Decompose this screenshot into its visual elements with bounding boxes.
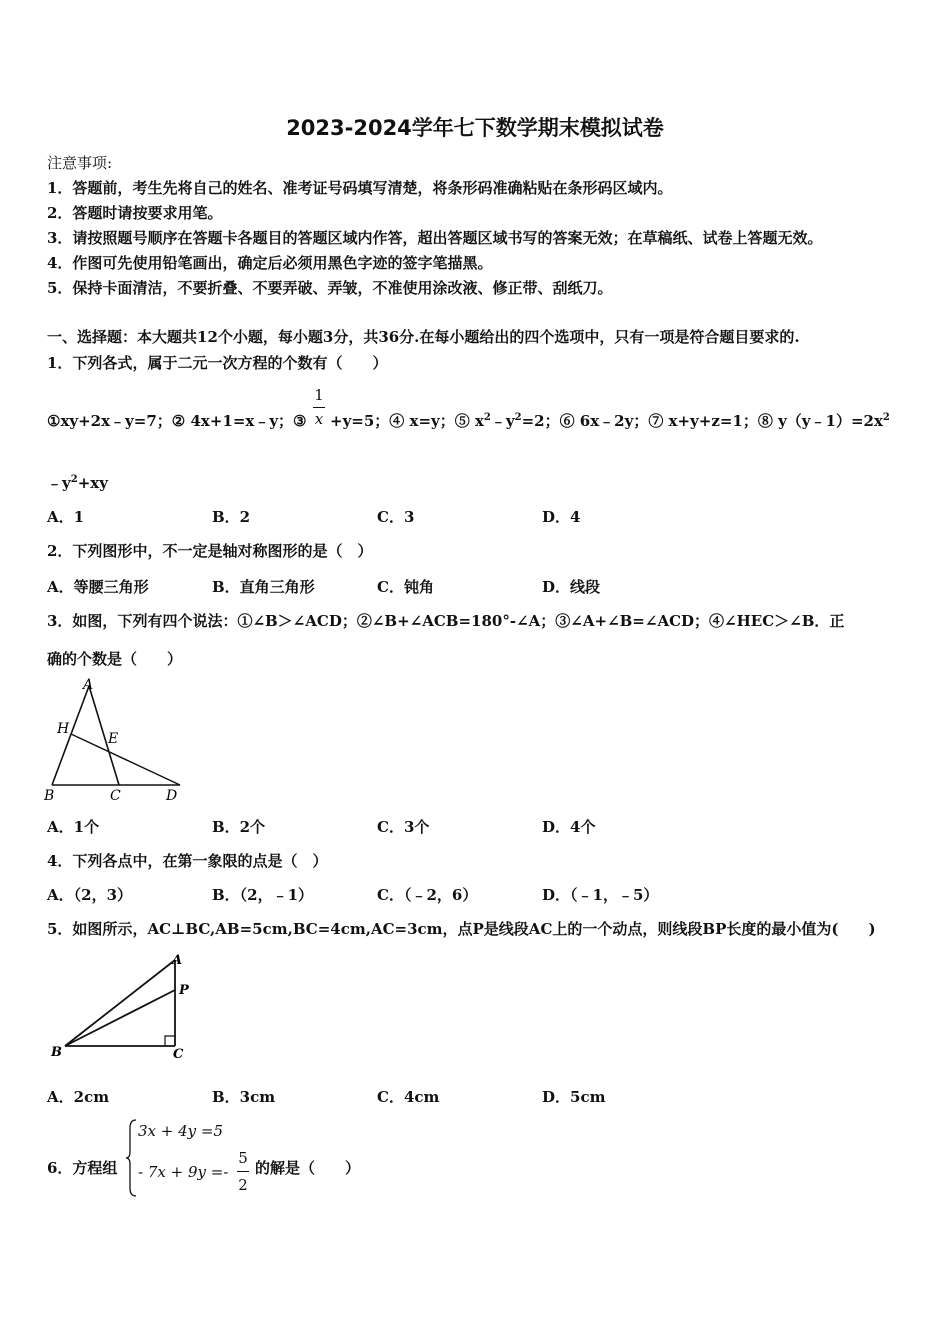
q4-stem: 4．下列各点中，在第一象限的点是（ ） bbox=[47, 852, 328, 870]
q1-stem: 1．下列各式，属于二元一次方程的个数有（ ） bbox=[47, 354, 388, 372]
notice-item-5: 5．保持卡面清洁，不要折叠、不要弄破、弄皱，不准使用涂改液、修正带、刮纸刀。 bbox=[47, 279, 613, 297]
q3-option-d[interactable]: D．4个 bbox=[542, 818, 596, 836]
q3-label-d: D bbox=[166, 788, 178, 804]
q1-expression-part-b bbox=[330, 410, 890, 431]
q3-triangle-figure bbox=[40, 674, 190, 804]
q1-line2-a: ﹣y bbox=[47, 474, 71, 492]
q6-fraction-bar bbox=[237, 1171, 249, 1172]
notice-item-2: 2．答题时请按要求用笔。 bbox=[47, 204, 223, 222]
q1-line2-b: +xy bbox=[77, 474, 108, 492]
q1-text-d: =2；⑥ 6x﹣2y；⑦ x+y+z=1；⑧ y（y﹣1）=2x bbox=[521, 412, 883, 430]
q5-triangle-figure bbox=[45, 948, 205, 1068]
q4-option-c[interactable]: C．（﹣2，6） bbox=[377, 886, 478, 904]
q3-label-h: H bbox=[57, 721, 70, 737]
section-heading: 一、选择题：本大题共12个小题，每小题3分，共36分.在每小题给出的四个选项中，只有一项是符合题目要求的. bbox=[47, 328, 800, 346]
q5-line-bp bbox=[65, 990, 175, 1046]
q6-brace-path bbox=[126, 1120, 136, 1196]
q6-brace bbox=[124, 1118, 138, 1198]
q1-option-c[interactable]: C．3 bbox=[377, 508, 415, 526]
q1-text-a: ①xy+2x﹣y=7；② 4x+1=x﹣y；③ bbox=[47, 412, 307, 430]
q3-label-b: B bbox=[44, 788, 55, 804]
q1-option-a[interactable]: A．1 bbox=[47, 508, 85, 526]
q4-option-d[interactable]: D．（﹣1，﹣5） bbox=[542, 886, 659, 904]
q4-option-b[interactable]: B．（2，﹣1） bbox=[212, 886, 314, 904]
q1-text-b: +y=5；④ x=y；⑤ x bbox=[330, 412, 484, 430]
page-title: 2023-2024学年七下数学期末模拟试卷 bbox=[286, 116, 664, 140]
q1-option-b[interactable]: B．2 bbox=[212, 508, 251, 526]
q5-stem: 5．如图所示，AC⊥BC,AB=5cm,BC=4cm,AC=3cm，点P是线段AC上的一个动点，则线段BP长度的最小值为( ) bbox=[47, 920, 876, 938]
q1-fraction-numerator: 1 bbox=[314, 386, 324, 404]
q2-option-d[interactable]: D．线段 bbox=[542, 578, 601, 596]
q5-option-c[interactable]: C．4cm bbox=[377, 1088, 440, 1106]
q6-equation-2-left: - 7x + 9y =- bbox=[138, 1163, 229, 1181]
q6-fraction-numerator: 5 bbox=[238, 1149, 248, 1167]
q5-line-ab bbox=[65, 960, 175, 1046]
q2-option-c[interactable]: C．钝角 bbox=[377, 578, 434, 596]
q1-text-c: ﹣y bbox=[490, 412, 515, 430]
notice-item-4: 4．作图可先使用铅笔画出，确定后必须用黑色字迹的签字笔描黑。 bbox=[47, 254, 493, 272]
q3-line-hd bbox=[71, 734, 180, 785]
q3-stem-line2: 确的个数是（ ） bbox=[47, 650, 183, 668]
q3-option-a[interactable]: A．1个 bbox=[47, 818, 100, 836]
q5-option-b[interactable]: B．3cm bbox=[212, 1088, 276, 1106]
q5-label-b: B bbox=[51, 1045, 62, 1060]
q3-label-a: A bbox=[83, 677, 94, 693]
q1-sup-1: 2 bbox=[483, 412, 491, 423]
q1-sup-2: 2 bbox=[514, 412, 522, 423]
q3-stem-line1: 3．如图，下列有四个说法：①∠B＞∠ACD；②∠B+∠ACB=180°-∠A；③∠A+∠B=∠ACD；④∠HEC＞∠B．正 bbox=[47, 612, 845, 630]
q3-option-b[interactable]: B．2个 bbox=[212, 818, 266, 836]
q5-option-a[interactable]: A．2cm bbox=[47, 1088, 110, 1106]
q1-option-d[interactable]: D．4 bbox=[542, 508, 581, 526]
q3-label-e: E bbox=[108, 731, 119, 747]
notice-item-3: 3．请按照题号顺序在答题卡各题目的答题区域内作答，超出答题区域书写的答案无效；在草稿纸、试卷上答题无效。 bbox=[47, 229, 823, 247]
q5-right-angle-mark bbox=[165, 1036, 175, 1046]
notice-item-1: 1．答题前，考生先将自己的姓名、准考证号码填写清楚，将条形码准确粘贴在条形码区域内。 bbox=[47, 179, 673, 197]
q6-equation-1: 3x + 4y =5 bbox=[138, 1122, 224, 1140]
q2-option-b[interactable]: B．直角三角形 bbox=[212, 578, 315, 596]
notice-heading: 注意事项: bbox=[47, 154, 113, 172]
q1-line2-sup: 2 bbox=[70, 474, 78, 485]
q6-stem-suffix: 的解是（ ） bbox=[255, 1159, 361, 1177]
q5-label-a: A bbox=[172, 953, 183, 968]
q5-option-d[interactable]: D．5cm bbox=[542, 1088, 606, 1106]
q2-stem: 2．下列图形中，不一定是轴对称图形的是（ ） bbox=[47, 542, 373, 560]
q1-fraction-denominator: x bbox=[314, 410, 324, 428]
q1-expression-line2 bbox=[47, 472, 108, 493]
q1-expression-part-a bbox=[47, 410, 307, 431]
q5-label-p: P bbox=[179, 983, 189, 998]
q4-option-a[interactable]: A．（2，3） bbox=[47, 886, 133, 904]
q1-sup-3: 2 bbox=[882, 412, 890, 423]
q3-label-c: C bbox=[110, 788, 121, 804]
q2-option-a[interactable]: A．等腰三角形 bbox=[47, 578, 149, 596]
q5-label-c: C bbox=[173, 1047, 184, 1062]
q1-fraction-bar bbox=[313, 407, 325, 408]
q6-fraction-denominator: 2 bbox=[238, 1176, 248, 1194]
q3-option-c[interactable]: C．3个 bbox=[377, 818, 430, 836]
q6-stem-prefix: 6．方程组 bbox=[47, 1159, 118, 1177]
